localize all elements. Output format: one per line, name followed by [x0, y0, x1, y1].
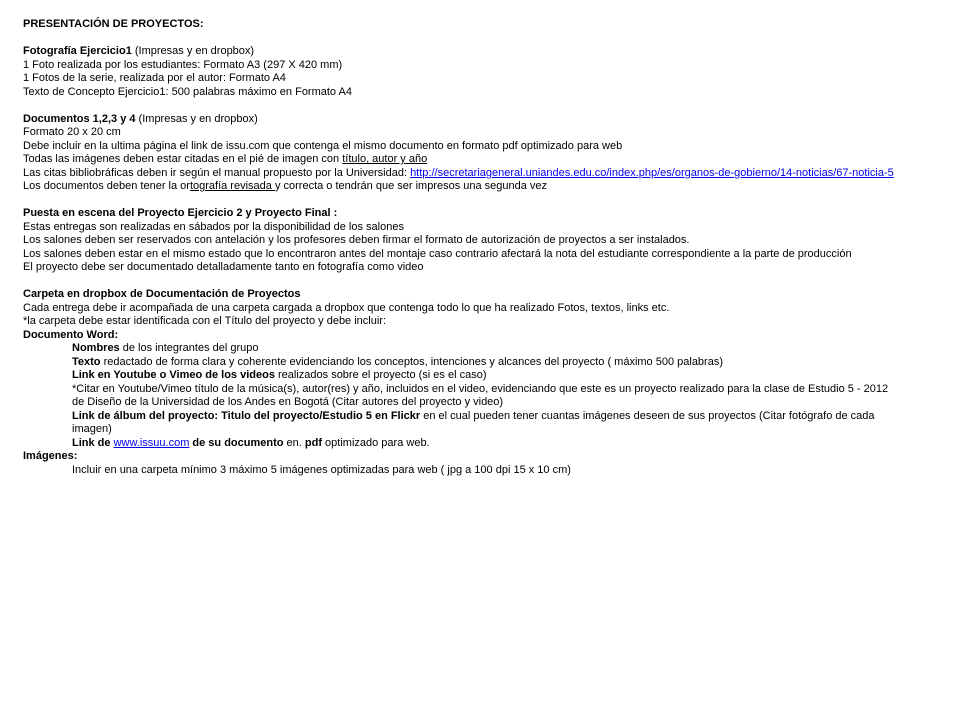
- uniandes-citation-link[interactable]: http://secretariageneral.uniandes.edu.co/index.php/es/organos-de-gobierno/14-noticias/67-noticia-5: [410, 166, 894, 179]
- document-body: [23, 18, 923, 477]
- issuu-link[interactable]: www.issuu.com: [113, 436, 190, 449]
- text-line: Los documentos deben tener la ortografía revisada y correcta o tendrán que ser impresos una segunda vez: [23, 180, 548, 192]
- text-line: Formato 20 x 20 cm: [23, 126, 121, 138]
- text-line: *la carpeta debe estar identificada con el Título del proyecto y debe incluir:: [23, 315, 387, 327]
- text-line: Las citas bibliobráficas deben ir según el manual propuesto por la Universidad: http://secretariageneral.uniandes.edu.co/index.php/es/organos-de-gobierno/14-noticias/67-noticia-5: [23, 166, 894, 179]
- text-line: Debe incluir en la ultima página el link de issu.com que contenga el mismo documento en formato pdf optimizado para web: [23, 139, 623, 152]
- text-line: El proyecto debe ser documentado detalladamente tanto en fotografía como video: [23, 261, 424, 273]
- text-line: Cada entrega debe ir acompañada de una carpeta cargada a dropbox que contenga todo lo que ha realizado Fotos, textos, links etc.: [23, 301, 670, 314]
- list-item: Link de álbum del proyecto: Titulo del proyecto/Estudio 5 en Flickr en el cual pueden tener cuantas imágenes deseen de sus proyectos (Citar fotógrafo de cada imagen): [72, 409, 875, 435]
- list-item: Link en Youtube o Vimeo de los videos realizados sobre el proyecto (si es el caso): [72, 369, 487, 381]
- section-fotografia-heading: Fotografía Ejercicio1 (Impresas y en dropbox): [23, 45, 255, 57]
- list-item: Texto redactado de forma clara y coherente evidenciando los conceptos, intenciones y alcances del proyecto ( máximo 500 palabras): [72, 355, 723, 368]
- section-puesta-en-escena-heading: Puesta en escena del Proyecto Ejercicio 2 y Proyecto Final :: [23, 207, 338, 219]
- text-line: Texto de Concepto Ejercicio1: 500 palabras máximo en Formato A4: [23, 85, 352, 98]
- section-carpeta-heading: Carpeta en dropbox de Documentación de Proyectos: [23, 288, 301, 300]
- section-documentos-heading: Documentos 1,2,3 y 4 (Impresas y en dropbox): [23, 112, 258, 125]
- text-line: Los salones deben ser reservados con antelación y los profesores deben firmar el formato de autorización de proyectos a ser instalados.: [23, 234, 690, 246]
- list-item: Link de www.issuu.com de su documento en. pdf optimizado para web.: [72, 436, 430, 449]
- documento-word-heading: Documento Word:: [23, 328, 119, 341]
- text-line: Todas las imágenes deben estar citadas en el pié de imagen con título, autor y año: [23, 153, 428, 165]
- page-title: PRESENTACIÓN DE PROYECTOS:: [23, 18, 204, 30]
- text-line: 1 Foto realizada por los estudiantes: Formato A3 (297 X 420 mm): [23, 58, 343, 71]
- list-item: Nombres de los integrantes del grupo: [72, 342, 259, 354]
- text-line: Los salones deben estar en el mismo estado que lo encontraron antes del montaje caso contrario afectará la nota del estudiante correspondiente a la parte de producción: [23, 247, 852, 260]
- list-item: Incluir en una carpeta mínimo 3 máximo 5 imágenes optimizadas para web ( jpg a 100 dpi 15 x 10 cm): [72, 463, 571, 476]
- imagenes-heading: Imágenes:: [23, 450, 78, 462]
- text-line: Estas entregas son realizadas en sábados por la disponibilidad de los salones: [23, 220, 404, 233]
- list-item: *Citar en Youtube/Vimeo título de la música(s), autor(res) y año, incluidos en el video, evidenciando que este es un proyecto realizado para la clase de Estudio 5 - 2012 de Diseño de la Universidad de los Andes en Bogotá (Citar autores del proyecto y video): [72, 382, 889, 408]
- text-line: 1 Fotos de la serie, realizada por el autor: Formato A4: [23, 72, 286, 84]
